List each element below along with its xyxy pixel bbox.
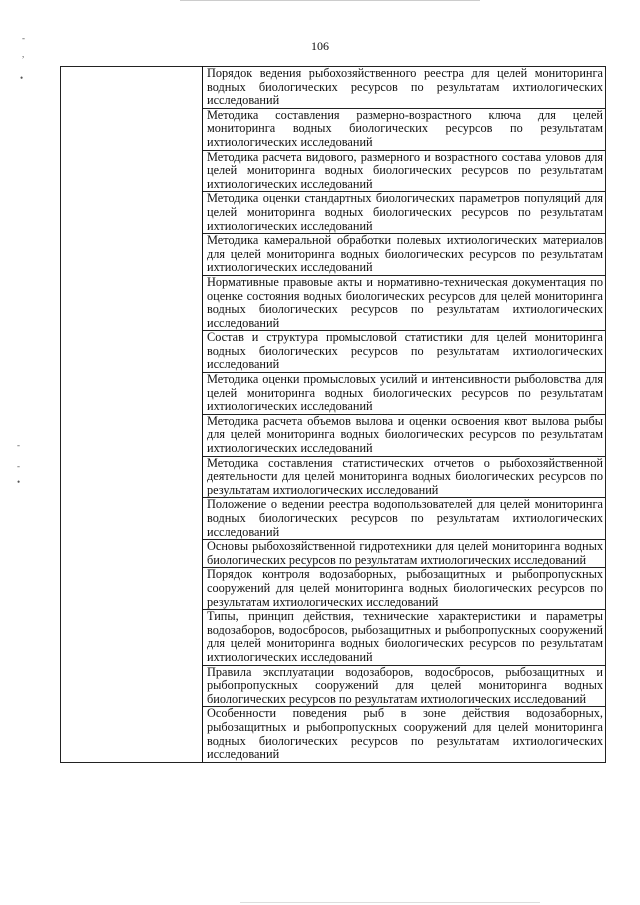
- row-text: Методика расчета видового, размерного и возрастного состава уловов для целей мониторинга водных биологических ресурсов по результатам ихтиологических исследований: [207, 149, 603, 191]
- left-cell: [61, 331, 203, 373]
- table-row: [61, 67, 606, 109]
- row-text: Порядок контроля водозаборных, рыбозащитных и рыбопропускных сооружений для целей мониторинга водных биологических ресурсов по результатам ихтиологических исследований: [207, 567, 603, 609]
- row-text: Методика оценки промысловых усилий и интенсивности рыболовства для целей мониторинга водных биологических ресурсов по результатам ихтиологических исследований: [207, 372, 603, 414]
- table-row: [61, 707, 606, 762]
- left-cell: [61, 192, 203, 234]
- left-cell: [61, 665, 203, 707]
- content-cell: [203, 498, 606, 540]
- row-text: Положение о ведении реестра водопользователей для целей мониторинга водных биологических ресурсов по результатам ихтиологических исследований: [207, 497, 603, 539]
- table-row: [61, 414, 606, 456]
- left-cell: [61, 234, 203, 276]
- row-text: Основы рыбохозяйственной гидротехники для целей мониторинга водных биологических ресурсов по результатам ихтиологических исследований: [207, 539, 603, 567]
- left-cell: [61, 568, 203, 610]
- row-text: Особенности поведения рыб в зоне действия водозаборных, рыбозащитных и рыбопропускных сооружений для целей мониторинга водных биологических ресурсов по результатам ихтиологических исследований: [207, 706, 603, 762]
- scan-edge-bottom: [240, 902, 540, 903]
- table-row: [61, 275, 606, 330]
- scan-mark: -: [22, 33, 25, 43]
- left-cell: [61, 456, 203, 498]
- left-cell: [61, 67, 203, 109]
- row-text: Методика оценки стандартных биологических параметров популяций для целей мониторинга водных биологических ресурсов по результатам ихтиологических исследований: [207, 191, 603, 233]
- content-cell: [203, 331, 606, 373]
- left-cell: [61, 610, 203, 665]
- content-cell: [203, 456, 606, 498]
- scan-edge-top: [180, 0, 480, 1]
- content-cell: [203, 67, 606, 109]
- content-cell: [203, 234, 606, 276]
- left-cell: [61, 498, 203, 540]
- table-row: [61, 150, 606, 192]
- content-cell: [203, 568, 606, 610]
- table-row: [61, 540, 606, 568]
- knowledge-table: [60, 66, 606, 763]
- left-cell: [61, 540, 203, 568]
- table-row: [61, 108, 606, 150]
- left-cell: [61, 108, 203, 150]
- content-cell: [203, 665, 606, 707]
- row-text: Методика камеральной обработки полевых ихтиологических материалов для целей мониторинга водных биологических ресурсов по результатам ихтиологических исследований: [207, 233, 603, 275]
- table-row: [61, 234, 606, 276]
- left-cell: [61, 414, 203, 456]
- row-text: Нормативные правовые акты и нормативно-техническая документация по оценке состояния водных биологических ресурсов для целей мониторинга водных биологических ресурсов по результатам ихтиологических исследований: [207, 274, 603, 330]
- table-row: [61, 610, 606, 665]
- scan-mark: •: [20, 73, 24, 83]
- content-cell: [203, 414, 606, 456]
- table-row: [61, 192, 606, 234]
- left-cell: [61, 275, 203, 330]
- table-body: [61, 67, 606, 763]
- scan-mark: ,: [22, 49, 25, 59]
- content-cell: [203, 373, 606, 415]
- table-row: [61, 498, 606, 540]
- left-cell: [61, 150, 203, 192]
- row-text: Правила эксплуатации водозаборов, водосбросов, рыбозащитных и рыбопропускных сооружений для целей мониторинга водных биологических ресурсов по результатам ихтиологических исследований: [207, 664, 603, 706]
- table-row: [61, 568, 606, 610]
- content-cell: [203, 108, 606, 150]
- content-cell: [203, 707, 606, 762]
- scan-mark: •: [17, 477, 21, 487]
- table-row: [61, 373, 606, 415]
- content-cell: [203, 610, 606, 665]
- row-text: Состав и структура промысловой статистики для целей мониторинга водных биологических ресурсов по результатам ихтиологических исследований: [207, 330, 603, 372]
- row-text: Методика составления размерно-возрастного ключа для целей мониторинга водных биологических ресурсов по результатам ихтиологических исследований: [207, 107, 603, 149]
- table-row: [61, 665, 606, 707]
- left-cell: [61, 707, 203, 762]
- row-text: Порядок ведения рыбохозяйственного реестра для целей мониторинга водных биологических ресурсов по результатам ихтиологических исследований: [207, 66, 603, 108]
- content-cell: [203, 150, 606, 192]
- left-cell: [61, 373, 203, 415]
- row-text: Типы, принцип действия, технические характеристики и параметры водозаборов, водосбросов, рыбозащитных и рыбопропускных сооружений для целей мониторинга водных биологических ресурсов по результатам ихтиологических исследований: [207, 609, 603, 664]
- table-row: [61, 456, 606, 498]
- row-text: Методика составления статистических отчетов о рыбохозяйственной деятельности для целей мониторинга водных биологических ресурсов по результатам ихтиологических исследований: [207, 455, 603, 497]
- content-cell: [203, 540, 606, 568]
- content-cell: [203, 275, 606, 330]
- page-number: 106: [311, 39, 329, 53]
- row-text: Методика расчета объемов вылова и оценки освоения квот вылова рыбы для целей мониторинга водных биологических ресурсов по результатам ихтиологических исследований: [207, 413, 603, 456]
- scan-mark: -: [17, 461, 20, 471]
- content-cell: [203, 192, 606, 234]
- table-row: [61, 331, 606, 373]
- scan-mark: -: [17, 440, 20, 450]
